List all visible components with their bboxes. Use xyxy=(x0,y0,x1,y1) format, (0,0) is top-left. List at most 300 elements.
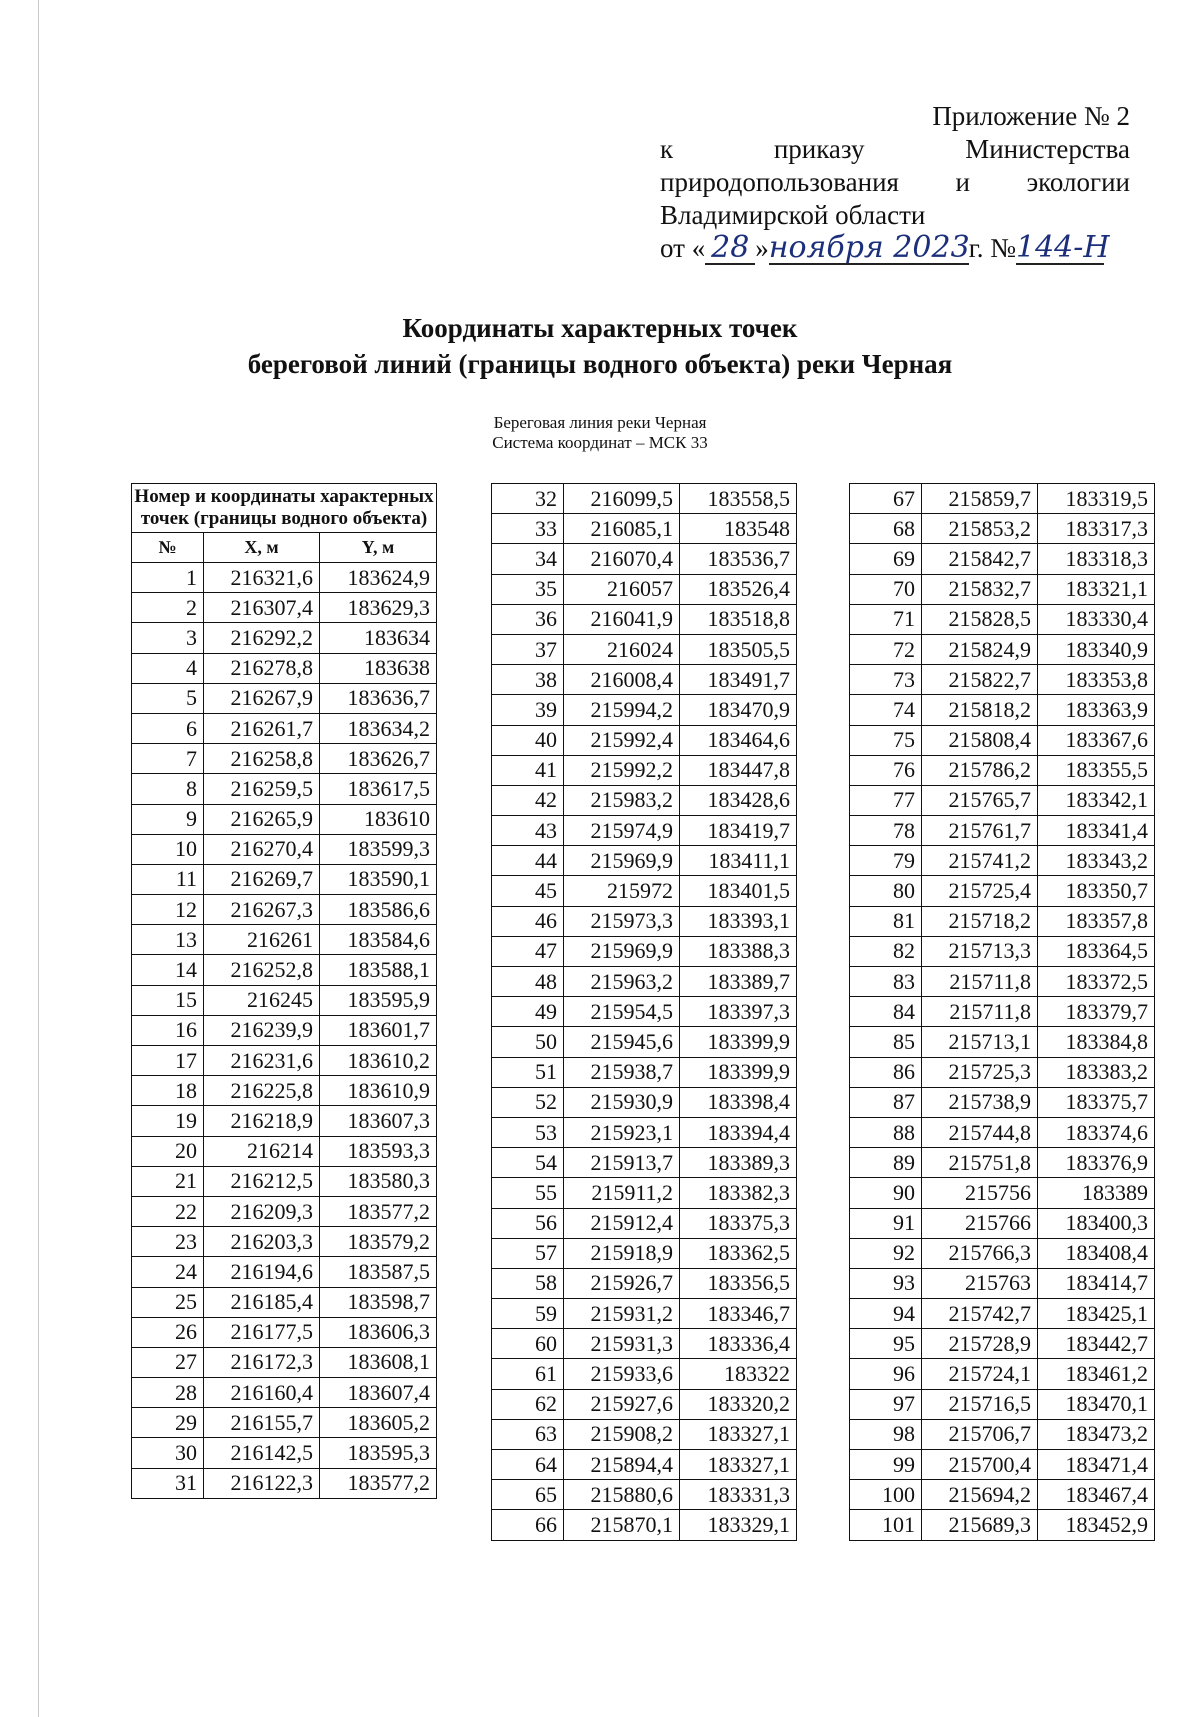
table-row xyxy=(850,1419,1155,1449)
x-coordinate-cell: 216261 xyxy=(204,925,320,955)
point-number-cell: 19 xyxy=(132,1106,204,1136)
point-number-cell: 44 xyxy=(492,846,564,876)
point-number-cell: 58 xyxy=(492,1268,564,1298)
point-number-cell: 49 xyxy=(492,997,564,1027)
table-row xyxy=(132,804,437,834)
point-number-cell: 35 xyxy=(492,574,564,604)
y-coordinate-cell: 183595,9 xyxy=(320,985,437,1015)
point-number-cell: 73 xyxy=(850,665,922,695)
x-coordinate-cell: 215766 xyxy=(922,1208,1038,1238)
point-number-cell: 38 xyxy=(492,665,564,695)
table-row xyxy=(850,1389,1155,1419)
table-row xyxy=(850,1148,1155,1178)
point-number-cell: 10 xyxy=(132,834,204,864)
date-g: г. № xyxy=(968,233,1016,263)
column-header-x: X, м xyxy=(204,533,320,563)
x-coordinate-cell: 215973,3 xyxy=(564,906,680,936)
date-mid: » xyxy=(755,233,769,263)
x-coordinate-cell: 216085,1 xyxy=(564,514,680,544)
point-number-cell: 30 xyxy=(132,1438,204,1468)
point-number-cell: 36 xyxy=(492,604,564,634)
x-coordinate-cell: 216008,4 xyxy=(564,665,680,695)
table-row xyxy=(492,604,797,634)
table-row xyxy=(132,1257,437,1287)
table-row xyxy=(132,1106,437,1136)
point-number-cell: 21 xyxy=(132,1166,204,1196)
table-row xyxy=(850,876,1155,906)
x-coordinate-cell: 216122,3 xyxy=(204,1468,320,1498)
point-number-cell: 61 xyxy=(492,1359,564,1389)
y-coordinate-cell: 183610,2 xyxy=(320,1046,437,1076)
x-coordinate-cell: 215761,7 xyxy=(922,816,1038,846)
point-number-cell: 77 xyxy=(850,785,922,815)
y-coordinate-cell: 183526,4 xyxy=(680,574,797,604)
table-row xyxy=(492,1117,797,1147)
x-coordinate-cell: 216177,5 xyxy=(204,1317,320,1347)
x-coordinate-cell: 215954,5 xyxy=(564,997,680,1027)
table-row xyxy=(492,1238,797,1268)
point-number-cell: 87 xyxy=(850,1087,922,1117)
appendix-word: приказу xyxy=(773,134,865,164)
y-coordinate-cell: 183425,1 xyxy=(1038,1299,1155,1329)
y-coordinate-cell: 183375,3 xyxy=(680,1208,797,1238)
y-coordinate-cell: 183606,3 xyxy=(320,1317,437,1347)
point-number-cell: 71 xyxy=(850,604,922,634)
scan-margin-line xyxy=(38,0,39,1717)
x-coordinate-cell: 215938,7 xyxy=(564,1057,680,1087)
y-coordinate-cell: 183586,6 xyxy=(320,895,437,925)
x-coordinate-cell: 216259,5 xyxy=(204,774,320,804)
point-number-cell: 34 xyxy=(492,544,564,574)
appendix-word: природопользования xyxy=(660,167,899,197)
point-number-cell: 41 xyxy=(492,755,564,785)
coordinates-table-2 xyxy=(491,483,797,1541)
table-row xyxy=(132,1076,437,1106)
y-coordinate-cell: 183399,9 xyxy=(680,1057,797,1087)
point-number-cell: 1 xyxy=(132,563,204,593)
x-coordinate-cell: 215992,4 xyxy=(564,725,680,755)
point-number-cell: 8 xyxy=(132,774,204,804)
x-coordinate-cell: 215931,2 xyxy=(564,1299,680,1329)
y-coordinate-cell: 183536,7 xyxy=(680,544,797,574)
y-coordinate-cell: 183376,9 xyxy=(1038,1148,1155,1178)
y-coordinate-cell: 183342,1 xyxy=(1038,785,1155,815)
table-row xyxy=(492,634,797,664)
y-coordinate-cell: 183388,3 xyxy=(680,936,797,966)
y-coordinate-cell: 183375,7 xyxy=(1038,1087,1155,1117)
y-coordinate-cell: 183617,5 xyxy=(320,774,437,804)
point-number-cell: 18 xyxy=(132,1076,204,1106)
point-number-cell: 45 xyxy=(492,876,564,906)
table-row xyxy=(492,1087,797,1117)
y-coordinate-cell: 183595,3 xyxy=(320,1438,437,1468)
x-coordinate-cell: 216203,3 xyxy=(204,1227,320,1257)
point-number-cell: 62 xyxy=(492,1389,564,1419)
title-line-2: береговой линий (границы водного объекта) реки Черная xyxy=(247,349,953,379)
point-number-cell: 14 xyxy=(132,955,204,985)
y-coordinate-cell: 183330,4 xyxy=(1038,604,1155,634)
x-coordinate-cell: 215859,7 xyxy=(922,484,1038,514)
appendix-number: Приложение № 2 xyxy=(932,101,1130,131)
title-line-1: Координаты характерных точек xyxy=(402,313,798,343)
x-coordinate-cell: 215741,2 xyxy=(922,846,1038,876)
x-coordinate-cell: 215983,2 xyxy=(564,785,680,815)
point-number-cell: 67 xyxy=(850,484,922,514)
x-coordinate-cell: 216292,2 xyxy=(204,623,320,653)
point-number-cell: 70 xyxy=(850,574,922,604)
y-coordinate-cell: 183605,2 xyxy=(320,1408,437,1438)
table-row xyxy=(132,925,437,955)
point-number-cell: 52 xyxy=(492,1087,564,1117)
x-coordinate-cell: 216057 xyxy=(564,574,680,604)
point-number-cell: 20 xyxy=(132,1136,204,1166)
table-row xyxy=(850,967,1155,997)
y-coordinate-cell: 183636,7 xyxy=(320,683,437,713)
x-coordinate-cell: 215853,2 xyxy=(922,514,1038,544)
table-row xyxy=(850,665,1155,695)
table-row xyxy=(850,1268,1155,1298)
table-row xyxy=(132,744,437,774)
x-coordinate-cell: 215728,9 xyxy=(922,1329,1038,1359)
table-row xyxy=(492,544,797,574)
point-number-cell: 79 xyxy=(850,846,922,876)
point-number-cell: 22 xyxy=(132,1196,204,1226)
x-coordinate-cell: 215842,7 xyxy=(922,544,1038,574)
y-coordinate-cell: 183397,3 xyxy=(680,997,797,1027)
table-row xyxy=(492,1208,797,1238)
y-coordinate-cell: 183491,7 xyxy=(680,665,797,695)
table-row xyxy=(492,846,797,876)
table-row xyxy=(492,1450,797,1480)
x-coordinate-cell: 216269,7 xyxy=(204,864,320,894)
point-number-cell: 40 xyxy=(492,725,564,755)
x-coordinate-cell: 216209,3 xyxy=(204,1196,320,1226)
point-number-cell: 9 xyxy=(132,804,204,834)
x-coordinate-cell: 215969,9 xyxy=(564,936,680,966)
table-row xyxy=(850,846,1155,876)
document-title xyxy=(0,310,1200,382)
x-coordinate-cell: 215912,4 xyxy=(564,1208,680,1238)
table-row xyxy=(492,1299,797,1329)
table-row xyxy=(850,1178,1155,1208)
point-number-cell: 29 xyxy=(132,1408,204,1438)
point-number-cell: 66 xyxy=(492,1510,564,1540)
table-row xyxy=(850,1450,1155,1480)
y-coordinate-cell: 183599,3 xyxy=(320,834,437,864)
x-coordinate-cell: 215828,5 xyxy=(922,604,1038,634)
x-coordinate-cell: 215918,9 xyxy=(564,1238,680,1268)
y-coordinate-cell: 183379,7 xyxy=(1038,997,1155,1027)
x-coordinate-cell: 216142,5 xyxy=(204,1438,320,1468)
column-header-number: № xyxy=(132,533,204,563)
y-coordinate-cell: 183624,9 xyxy=(320,563,437,593)
table-row xyxy=(850,544,1155,574)
table-row xyxy=(850,1057,1155,1087)
table-row xyxy=(850,1299,1155,1329)
x-coordinate-cell: 215808,4 xyxy=(922,725,1038,755)
table-row xyxy=(492,816,797,846)
table-row xyxy=(850,574,1155,604)
x-coordinate-cell: 215725,3 xyxy=(922,1057,1038,1087)
y-coordinate-cell: 183367,6 xyxy=(1038,725,1155,755)
y-coordinate-cell: 183321,1 xyxy=(1038,574,1155,604)
y-coordinate-cell: 183322 xyxy=(680,1359,797,1389)
table-row xyxy=(132,864,437,894)
x-coordinate-cell: 215694,2 xyxy=(922,1480,1038,1510)
table-row xyxy=(492,755,797,785)
point-number-cell: 76 xyxy=(850,755,922,785)
table-row xyxy=(850,484,1155,514)
point-number-cell: 51 xyxy=(492,1057,564,1087)
y-coordinate-cell: 183374,6 xyxy=(1038,1117,1155,1147)
point-number-cell: 11 xyxy=(132,864,204,894)
appendix-word: экологии xyxy=(1026,167,1130,197)
point-number-cell: 92 xyxy=(850,1238,922,1268)
x-coordinate-cell: 215689,3 xyxy=(922,1510,1038,1540)
point-number-cell: 28 xyxy=(132,1378,204,1408)
table-row xyxy=(850,1329,1155,1359)
point-number-cell: 101 xyxy=(850,1510,922,1540)
y-coordinate-cell: 183607,4 xyxy=(320,1378,437,1408)
x-coordinate-cell: 216185,4 xyxy=(204,1287,320,1317)
point-number-cell: 3 xyxy=(132,623,204,653)
x-coordinate-cell: 216239,9 xyxy=(204,1015,320,1045)
y-coordinate-cell: 183577,2 xyxy=(320,1196,437,1226)
x-coordinate-cell: 215725,4 xyxy=(922,876,1038,906)
y-coordinate-cell: 183411,1 xyxy=(680,846,797,876)
point-number-cell: 81 xyxy=(850,906,922,936)
y-coordinate-cell: 183398,4 xyxy=(680,1087,797,1117)
point-number-cell: 37 xyxy=(492,634,564,664)
x-coordinate-cell: 216261,7 xyxy=(204,713,320,743)
y-coordinate-cell: 183471,4 xyxy=(1038,1450,1155,1480)
x-coordinate-cell: 216041,9 xyxy=(564,604,680,634)
x-coordinate-cell: 215818,2 xyxy=(922,695,1038,725)
y-coordinate-cell: 183357,8 xyxy=(1038,906,1155,936)
y-coordinate-cell: 183590,1 xyxy=(320,864,437,894)
y-coordinate-cell: 183343,2 xyxy=(1038,846,1155,876)
y-coordinate-cell: 183362,5 xyxy=(680,1238,797,1268)
x-coordinate-cell: 215870,1 xyxy=(564,1510,680,1540)
table-row xyxy=(850,785,1155,815)
table-row xyxy=(492,1510,797,1540)
y-coordinate-cell: 183473,2 xyxy=(1038,1419,1155,1449)
table-row xyxy=(132,653,437,683)
point-number-cell: 26 xyxy=(132,1317,204,1347)
y-coordinate-cell: 183389 xyxy=(1038,1178,1155,1208)
point-number-cell: 42 xyxy=(492,785,564,815)
point-number-cell: 27 xyxy=(132,1347,204,1377)
x-coordinate-cell: 216024 xyxy=(564,634,680,664)
order-date-line xyxy=(660,232,1130,265)
point-number-cell: 24 xyxy=(132,1257,204,1287)
table-row xyxy=(492,997,797,1027)
table-group-header: Номер и координаты характерных точек (границы водного объекта) xyxy=(132,484,437,533)
y-coordinate-cell: 183331,3 xyxy=(680,1480,797,1510)
x-coordinate-cell: 215926,7 xyxy=(564,1268,680,1298)
point-number-cell: 86 xyxy=(850,1057,922,1087)
table-row xyxy=(492,665,797,695)
x-coordinate-cell: 215822,7 xyxy=(922,665,1038,695)
x-coordinate-cell: 215927,6 xyxy=(564,1389,680,1419)
point-number-cell: 57 xyxy=(492,1238,564,1268)
point-number-cell: 83 xyxy=(850,967,922,997)
x-coordinate-cell: 215923,1 xyxy=(564,1117,680,1147)
point-number-cell: 5 xyxy=(132,683,204,713)
point-number-cell: 89 xyxy=(850,1148,922,1178)
x-coordinate-cell: 215765,7 xyxy=(922,785,1038,815)
x-coordinate-cell: 215992,2 xyxy=(564,755,680,785)
table-row xyxy=(492,1359,797,1389)
table-row xyxy=(850,1238,1155,1268)
point-number-cell: 32 xyxy=(492,484,564,514)
point-number-cell: 74 xyxy=(850,695,922,725)
x-coordinate-cell: 216214 xyxy=(204,1136,320,1166)
point-number-cell: 33 xyxy=(492,514,564,544)
x-coordinate-cell: 215716,5 xyxy=(922,1389,1038,1419)
point-number-cell: 91 xyxy=(850,1208,922,1238)
y-coordinate-cell: 183447,8 xyxy=(680,755,797,785)
table-row xyxy=(492,514,797,544)
table-row xyxy=(132,623,437,653)
table-row xyxy=(492,1057,797,1087)
x-coordinate-cell: 215972 xyxy=(564,876,680,906)
point-number-cell: 55 xyxy=(492,1178,564,1208)
x-coordinate-cell: 215880,6 xyxy=(564,1480,680,1510)
x-coordinate-cell: 215763 xyxy=(922,1268,1038,1298)
y-coordinate-cell: 183580,3 xyxy=(320,1166,437,1196)
y-coordinate-cell: 183363,9 xyxy=(1038,695,1155,725)
point-number-cell: 93 xyxy=(850,1268,922,1298)
x-coordinate-cell: 216267,3 xyxy=(204,895,320,925)
appendix-header xyxy=(660,100,1130,265)
y-coordinate-cell: 183336,4 xyxy=(680,1329,797,1359)
point-number-cell: 65 xyxy=(492,1480,564,1510)
y-coordinate-cell: 183327,1 xyxy=(680,1419,797,1449)
table-row xyxy=(850,1087,1155,1117)
coordinates-table-1 xyxy=(131,483,437,1499)
x-coordinate-cell: 216218,9 xyxy=(204,1106,320,1136)
y-coordinate-cell: 183389,7 xyxy=(680,967,797,997)
x-coordinate-cell: 215744,8 xyxy=(922,1117,1038,1147)
point-number-cell: 63 xyxy=(492,1419,564,1449)
table-row xyxy=(492,967,797,997)
table-row xyxy=(132,895,437,925)
appendix-line-3 xyxy=(660,166,1130,199)
point-number-cell: 94 xyxy=(850,1299,922,1329)
table-row xyxy=(132,683,437,713)
x-coordinate-cell: 216270,4 xyxy=(204,834,320,864)
y-coordinate-cell: 183558,5 xyxy=(680,484,797,514)
appendix-word: к xyxy=(660,134,674,164)
appendix-word: Министерства xyxy=(965,134,1130,164)
point-number-cell: 46 xyxy=(492,906,564,936)
y-coordinate-cell: 183318,3 xyxy=(1038,544,1155,574)
table-row xyxy=(132,1347,437,1377)
table-row xyxy=(492,785,797,815)
x-coordinate-cell: 216231,6 xyxy=(204,1046,320,1076)
table-row xyxy=(492,1178,797,1208)
y-coordinate-cell: 183601,7 xyxy=(320,1015,437,1045)
table-row xyxy=(850,514,1155,544)
point-number-cell: 84 xyxy=(850,997,922,1027)
y-coordinate-cell: 183608,1 xyxy=(320,1347,437,1377)
y-coordinate-cell: 183442,7 xyxy=(1038,1329,1155,1359)
x-coordinate-cell: 215908,2 xyxy=(564,1419,680,1449)
point-number-cell: 43 xyxy=(492,816,564,846)
date-prefix: от « xyxy=(660,233,706,263)
table-row xyxy=(132,1166,437,1196)
y-coordinate-cell: 183634,2 xyxy=(320,713,437,743)
table-row xyxy=(132,1196,437,1226)
x-coordinate-cell: 215994,2 xyxy=(564,695,680,725)
table-row xyxy=(132,593,437,623)
y-coordinate-cell: 183394,4 xyxy=(680,1117,797,1147)
point-number-cell: 68 xyxy=(850,514,922,544)
table-row xyxy=(850,816,1155,846)
x-coordinate-cell: 216278,8 xyxy=(204,653,320,683)
point-number-cell: 98 xyxy=(850,1419,922,1449)
point-number-cell: 99 xyxy=(850,1450,922,1480)
y-coordinate-cell: 183353,8 xyxy=(1038,665,1155,695)
x-coordinate-cell: 215786,2 xyxy=(922,755,1038,785)
table-row xyxy=(132,1317,437,1347)
table-row xyxy=(850,695,1155,725)
table-row xyxy=(492,484,797,514)
y-coordinate-cell: 183400,3 xyxy=(1038,1208,1155,1238)
x-coordinate-cell: 216155,7 xyxy=(204,1408,320,1438)
point-number-cell: 47 xyxy=(492,936,564,966)
table-row xyxy=(132,1408,437,1438)
table-row xyxy=(850,1510,1155,1540)
table-row xyxy=(492,725,797,755)
x-coordinate-cell: 216321,6 xyxy=(204,563,320,593)
x-coordinate-cell: 215933,6 xyxy=(564,1359,680,1389)
table-row xyxy=(850,755,1155,785)
y-coordinate-cell: 183548 xyxy=(680,514,797,544)
handwritten-month-year: ноября 2023 xyxy=(768,230,970,265)
x-coordinate-cell: 216160,4 xyxy=(204,1378,320,1408)
point-number-cell: 12 xyxy=(132,895,204,925)
x-coordinate-cell: 215974,9 xyxy=(564,816,680,846)
y-coordinate-cell: 183414,7 xyxy=(1038,1268,1155,1298)
table-row xyxy=(492,1480,797,1510)
x-coordinate-cell: 215700,4 xyxy=(922,1450,1038,1480)
x-coordinate-cell: 215718,2 xyxy=(922,906,1038,936)
y-coordinate-cell: 183587,5 xyxy=(320,1257,437,1287)
y-coordinate-cell: 183384,8 xyxy=(1038,1027,1155,1057)
table-row xyxy=(492,936,797,966)
point-number-cell: 23 xyxy=(132,1227,204,1257)
y-coordinate-cell: 183598,7 xyxy=(320,1287,437,1317)
point-number-cell: 13 xyxy=(132,925,204,955)
point-number-cell: 60 xyxy=(492,1329,564,1359)
x-coordinate-cell: 215713,3 xyxy=(922,936,1038,966)
x-coordinate-cell: 216267,9 xyxy=(204,683,320,713)
x-coordinate-cell: 215766,3 xyxy=(922,1238,1038,1268)
caption-line-2: Система координат – МСК 33 xyxy=(492,433,708,452)
table-row xyxy=(492,1329,797,1359)
point-number-cell: 90 xyxy=(850,1178,922,1208)
x-coordinate-cell: 216194,6 xyxy=(204,1257,320,1287)
point-number-cell: 59 xyxy=(492,1299,564,1329)
table-row xyxy=(492,574,797,604)
x-coordinate-cell: 215911,2 xyxy=(564,1178,680,1208)
y-coordinate-cell: 183579,2 xyxy=(320,1227,437,1257)
x-coordinate-cell: 215756 xyxy=(922,1178,1038,1208)
x-coordinate-cell: 216099,5 xyxy=(564,484,680,514)
y-coordinate-cell: 183467,4 xyxy=(1038,1480,1155,1510)
